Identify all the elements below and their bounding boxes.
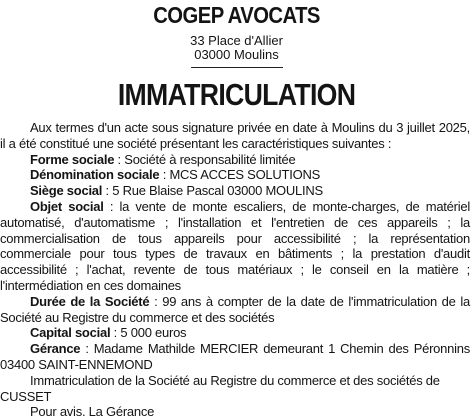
siege-social-value: : 5 Rue Blaise Pascal 03000 MOULINS (102, 183, 323, 199)
notice-title: IMMATRICULATION (117, 77, 356, 112)
duree-value: : 99 ans à compter de la date de l'immatriculation de la Société au Registre du commerce et des sociétés (0, 293, 470, 325)
duree-paragraph (0, 294, 470, 326)
intro-paragraph: Aux termes d'un acte sous signature privée en date à Moulins du 3 juillet 2025, il a été constitué une société présentant les caractéristiques suivantes : (0, 120, 470, 151)
immatriculation-paragraph: Immatriculation de la Société au Registre du commerce et des sociétés de CUSSET (0, 372, 440, 404)
gerance-label: Gérance (30, 341, 81, 357)
header-divider (191, 67, 283, 68)
gerance-paragraph (0, 341, 470, 373)
capital-social-label: Capital social (30, 325, 111, 341)
forme-sociale-value: : Société à responsabilité limitée (114, 151, 296, 167)
objet-social-label: Objet social (30, 198, 104, 214)
gerance-value: : Madame Mathilde MERCIER demeurant 1 Chemin des Péronnins 03400 SAINT-ENNEMOND (0, 341, 470, 372)
forme-sociale-line (0, 152, 470, 168)
denomination-line (0, 167, 470, 183)
duree-label: Durée de la Société (30, 293, 150, 309)
firm-address-city: 03000 Moulins (194, 47, 279, 62)
forme-sociale-label: Forme sociale (30, 151, 115, 167)
capital-social-value: : 5 000 euros (110, 325, 187, 341)
denomination-label: Dénomination sociale (30, 167, 160, 183)
siege-social-label: Siège social (30, 183, 103, 199)
capital-social-line (0, 325, 470, 341)
firm-address-street: 33 Place d'Allier (190, 33, 283, 48)
notice-body (0, 120, 470, 420)
objet-social-paragraph (0, 199, 470, 294)
closing-line: Pour avis. La Gérance (30, 404, 155, 420)
denomination-value: : MCS ACCES SOLUTIONS (159, 167, 321, 183)
siege-social-line (0, 183, 470, 199)
firm-name: COGEP AVOCATS (153, 2, 320, 28)
objet-social-value: : la vente de monte escaliers, de monte-charges, de matériel automatisé, d'automatisme ; l'installation et l'entretien de ces appareils ; la commercialisation de tous appareils pour accessibilité ; la représentation commerciale pour tous types de travaux en bâtiments ; la prestation d'audit accessibilité ; l'achat, revente de tous matériaux ; le conseil en la matière ; l'intermédiation en ces domaines (0, 198, 470, 293)
